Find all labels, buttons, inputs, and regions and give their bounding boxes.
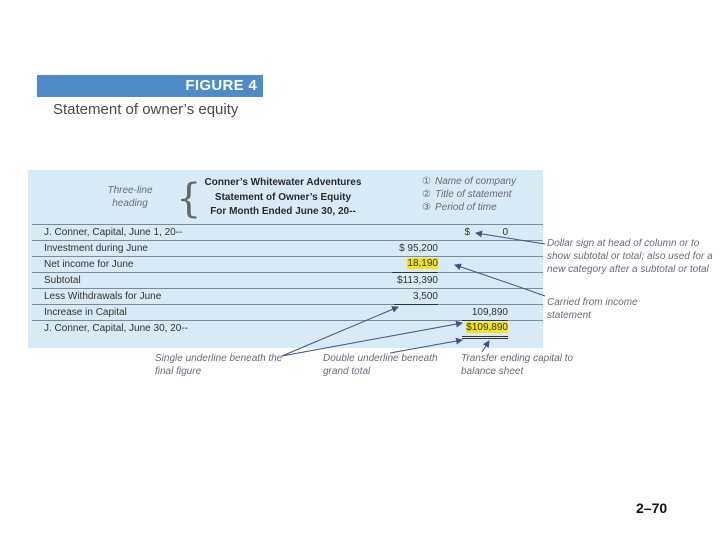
arrow-single-underline-2 [282,323,462,356]
note-number: ① [422,176,431,187]
double-underline-callout: Double underline beneath grand total [323,353,438,377]
note-text: Period of time [434,202,497,213]
amount-col1-highlighted: 18,190 [407,258,438,269]
dollar-sign: $ [464,227,470,238]
page-number: 2–70 [636,500,668,516]
company-name: Conner’s Whitewater Adventures [204,177,362,188]
arrow-single-underline-1 [282,307,398,356]
brace-icon: { [176,176,202,222]
amount-col2: 109,890 [471,307,508,318]
row-label: Increase in Capital [44,307,127,318]
note-number: ③ [422,202,431,213]
arrow-carried [455,265,545,296]
note-text: Title of statement [434,189,512,200]
figure-label: FIGURE 4 [37,75,263,97]
note-number: ② [422,189,431,200]
amount-col1: 3,500 [412,291,438,302]
row-label: Net income for June [44,259,134,270]
transfer-callout: Transfer ending capital to balance sheet [461,353,574,377]
row-label: Investment during June [44,243,148,254]
ending-capital-highlighted: $109,890 [466,322,508,333]
row-label: Subtotal [44,275,81,286]
row-label: J. Conner, Capital, June 30, 20-- [44,323,188,334]
dollar-sign-callout: Dollar sign at head of column or to show subtotal or total; also used for a new category after a subtotal or total [547,238,713,275]
amount-col1: $ 95,200 [399,243,438,254]
row-label: J. Conner, Capital, June 1, 20-- [44,227,183,238]
carried-callout: Carried from income statement [547,297,638,321]
three-line-heading-label: Three-line heading [107,185,153,209]
row-label: Less Withdrawals for June [44,291,162,302]
amount-col1: $113,390 [397,275,438,286]
note-text: Name of company [434,176,517,187]
arrow-transfer [482,341,489,352]
amount-col2: 0 [502,227,508,238]
arrow-dollar-sign [476,233,545,244]
single-underline-callout: Single underline beneath the final figure [155,353,283,377]
arrow-double-underline [390,340,462,353]
statement-title: Statement of Owner’s Equity [214,192,352,203]
figure-subtitle: Statement of owner’s equity [53,101,239,118]
statement-period: For Month Ended June 30, 20-- [210,206,356,217]
